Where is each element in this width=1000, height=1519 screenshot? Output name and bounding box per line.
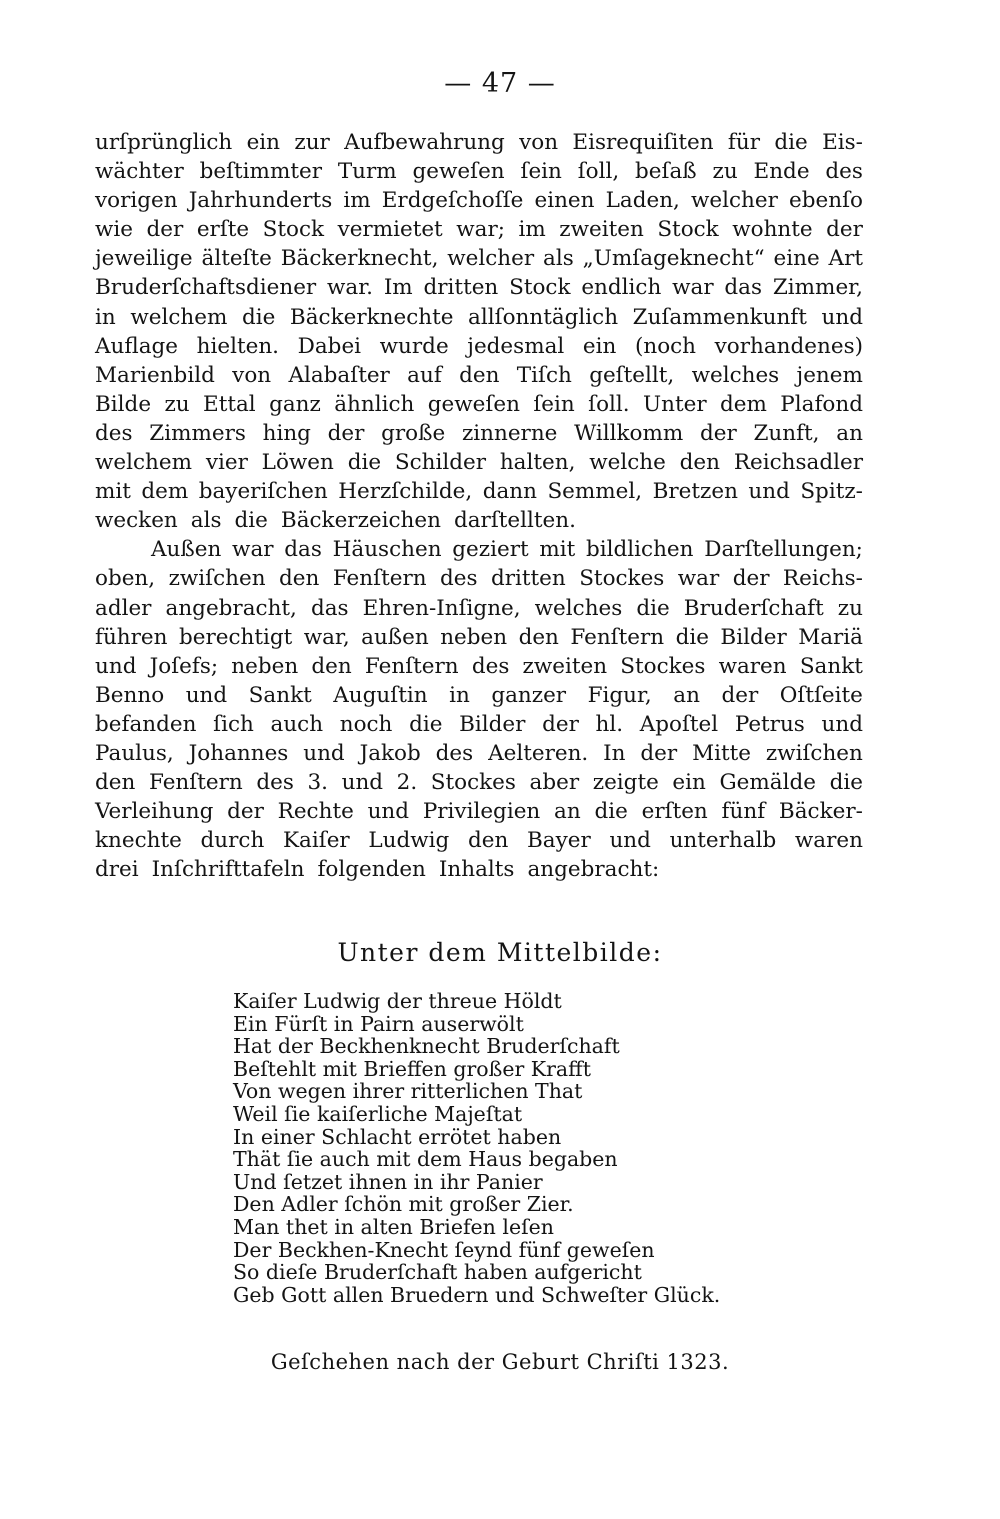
inscription-heading: Unter dem Mittelbilde: xyxy=(337,938,663,967)
text-line: Marienbild von Alabaſter auf den Tiſch geſtellt, welches jenem xyxy=(95,362,863,388)
page-number: — 47 — xyxy=(444,68,556,99)
text-line: Bruderſchaftsdiener war. Im dritten Stock endlich war das Zimmer, xyxy=(95,275,863,301)
poem-line: Der Beckhen-Knecht ſeynd fünf geweſen xyxy=(233,1237,655,1262)
text-line: des Zimmers hing der große zinnerne Willkomm der Zunft, an xyxy=(95,420,863,446)
text-line: Benno und Sankt Auguſtin in ganzer Figur, an der Oſtſeite xyxy=(95,682,863,708)
text-line: wecken als die Bäckerzeichen darſtellten. xyxy=(95,508,576,534)
poem-line: Beſtehlt mit Brieffen großer Krafft xyxy=(233,1056,591,1081)
text-line: vorigen Jahrhunderts im Erdgeſchoſſe einen Laden, welcher ebenſo xyxy=(95,188,863,214)
text-line: drei Inſchrifttafeln folgenden Inhalts angebracht: xyxy=(95,857,660,883)
text-line: und Joſefs; neben den Fenſtern des zweiten Stockes waren Sankt xyxy=(95,653,863,679)
text-line: urſprünglich ein zur Aufbewahrung von Eisrequiſiten für die Eis- xyxy=(95,130,863,155)
closing-line: Geſchehen nach der Geburt Chriſti 1323. xyxy=(270,1350,730,1374)
poem-line: Hat der Beckhenknecht Bruderſchaft xyxy=(233,1034,620,1059)
poem-line: Und ſetzet ihnen in ihr Panier xyxy=(233,1169,543,1194)
text-line: mit dem bayeriſchen Herzſchilde, dann Semmel, Bretzen und Spitz- xyxy=(95,479,863,505)
poem-line: So dieſe Bruderſchaft haben aufgericht xyxy=(233,1260,642,1285)
poem-line: Weil ſie kaiſerliche Majeſtat xyxy=(233,1101,523,1126)
poem-line: Kaiſer Ludwig der threue Höldt xyxy=(233,989,562,1013)
text-line: in welchem die Bäckerknechte allſonntäglich Zuſammenkunft und xyxy=(95,304,863,330)
text-line: Paulus, Johannes und Jakob des Aelteren. In der Mitte zwiſchen xyxy=(95,740,863,766)
poem-line: Ein Fürſt in Pairn auserwölt xyxy=(233,1011,524,1036)
poem-line: Man thet in alten Briefen leſen xyxy=(233,1214,555,1239)
poem-line: Von wegen ihrer ritterlichen That xyxy=(233,1079,583,1104)
text-line: Bilde zu Ettal ganz ähnlich geweſen ſein ſoll. Unter dem Plafond xyxy=(95,391,863,417)
poem-line: Den Adler ſchön mit großer Zier. xyxy=(233,1192,574,1217)
text-line: wie der erſte Stock vermietet war; im zweiten Stock wohnte der xyxy=(95,217,863,243)
text-line: führen berechtigt war, außen neben den Fenſtern die Bilder Mariä xyxy=(95,624,863,650)
text-line: befanden ſich auch noch die Bilder der hl. Apoſtel Petrus und xyxy=(95,711,863,737)
text-line: Verleihung der Rechte und Privilegien an die erſten fünf Bäcker- xyxy=(95,799,863,825)
text-line: adler angebracht, das Ehren-Inſigne, welches die Bruderſchaft zu xyxy=(95,595,863,621)
text-line: jeweilige älteſte Bäckerknecht, welcher als „Umſageknecht“ eine Art xyxy=(95,246,863,272)
text-line: den Fenſtern des 3. und 2. Stockes aber zeigte ein Gemälde die xyxy=(95,770,863,796)
text-line: knechte durch Kaiſer Ludwig den Bayer und unterhalb waren xyxy=(95,828,863,854)
inscription-poem xyxy=(233,990,720,1306)
poem-line: In einer Schlacht errötet haben xyxy=(233,1124,562,1149)
text-line: welchem vier Löwen die Schilder halten, welche den Reichsadler xyxy=(95,450,863,476)
text-line: oben, zwiſchen den Fenſtern des dritten Stockes war der Reichs- xyxy=(95,566,863,592)
poem-line: Thät ſie auch mit dem Haus begaben xyxy=(233,1147,618,1172)
text-line: wächter beſtimmter Turm geweſen ſein ſoll, beſaß zu Ende des xyxy=(95,159,863,185)
body-text xyxy=(95,128,863,884)
text-line: Auflage hielten. Dabei wurde jedesmal ein (noch vorhandenes) xyxy=(95,333,863,359)
poem-line: Geb Gott allen Bruedern und Schweſter Glück. xyxy=(233,1282,721,1307)
text-line: Außen war das Häuschen geziert mit bildlichen Darſtellungen; xyxy=(151,537,863,563)
